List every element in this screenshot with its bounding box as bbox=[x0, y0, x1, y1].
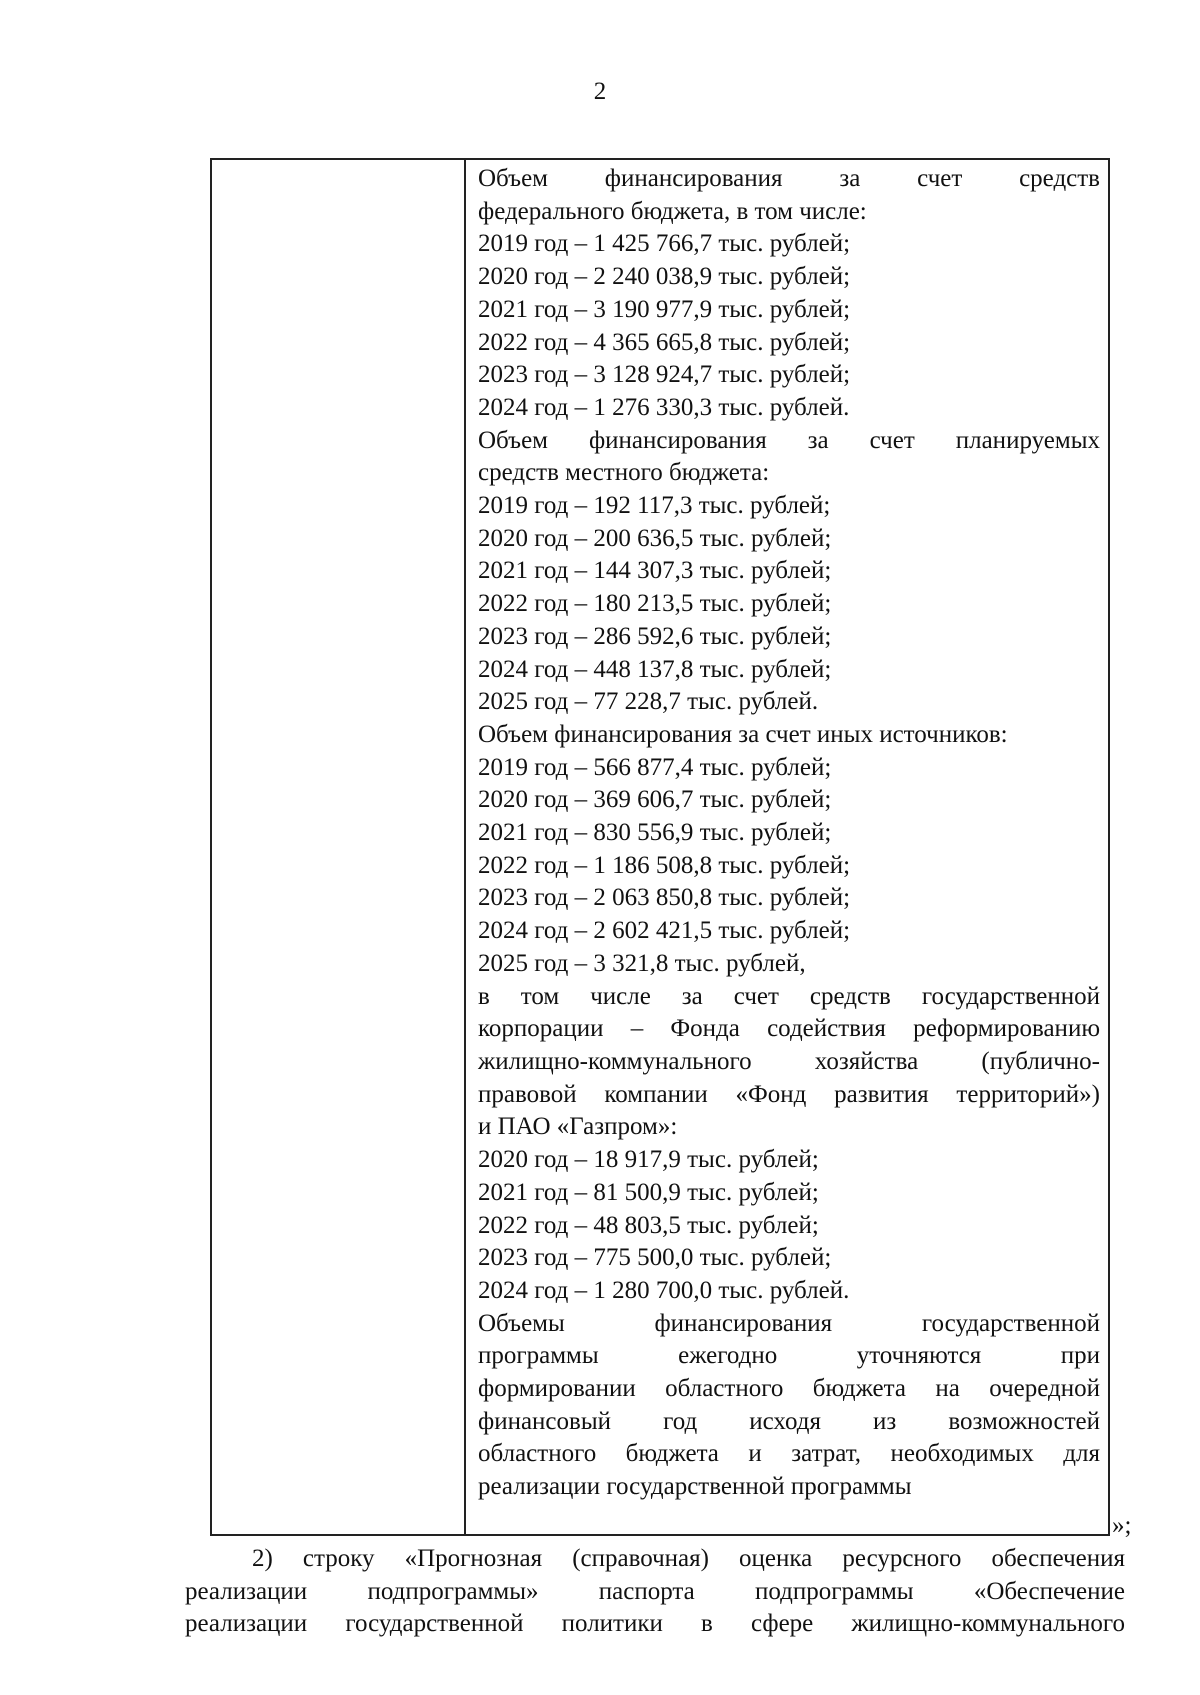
corporation-line: правовой компании «Фонд развития территорий») bbox=[478, 1080, 1100, 1108]
corporation-line: корпорации – Фонда содействия реформированию bbox=[478, 1015, 1100, 1043]
note-line: формировании областного бюджета на очередной bbox=[478, 1375, 1100, 1403]
corporation-year-line: 2024 год – 1 280 700,0 тыс. рублей. bbox=[478, 1276, 850, 1304]
federal-year-line: 2020 год – 2 240 038,9 тыс. рублей; bbox=[478, 263, 851, 291]
note-last-line: реализации государственной программы bbox=[478, 1473, 912, 1501]
corporation-year-line: 2023 год – 775 500,0 тыс. рублей; bbox=[478, 1244, 832, 1272]
local-year-line: 2024 год – 448 137,8 тыс. рублей; bbox=[478, 655, 832, 683]
local-heading-line1: Объем финансирования за счет планируемых bbox=[478, 426, 1100, 454]
page-number: 2 bbox=[593, 78, 607, 105]
federal-year-line: 2021 год – 3 190 977,9 тыс. рублей; bbox=[478, 295, 851, 323]
local-year-line: 2020 год – 200 636,5 тыс. рублей; bbox=[478, 524, 832, 552]
note-line: программы ежегодно уточняются при bbox=[478, 1342, 1100, 1370]
federal-year-line: 2023 год – 3 128 924,7 тыс. рублей; bbox=[478, 361, 851, 389]
other-year-line: 2021 год – 830 556,9 тыс. рублей; bbox=[478, 819, 832, 847]
paragraph-line: реализации государственной политики в сфере жилищно-коммунального bbox=[185, 1610, 1125, 1638]
paragraph-line: реализации подпрограммы» паспорта подпрограммы «Обеспечение bbox=[185, 1577, 1125, 1605]
corporation-year-line: 2021 год – 81 500,9 тыс. рублей; bbox=[478, 1178, 819, 1206]
paragraph-line: 2) строку «Прогнозная (справочная) оценка ресурсного обеспечения bbox=[252, 1545, 1125, 1572]
note-line: финансовый год исходя из возможностей bbox=[478, 1407, 1100, 1435]
federal-heading-line2: федерального бюджета, в том числе: bbox=[478, 197, 867, 225]
local-year-line: 2022 год – 180 213,5 тыс. рублей; bbox=[478, 590, 832, 618]
other-year-line: 2024 год – 2 602 421,5 тыс. рублей; bbox=[478, 917, 851, 945]
financing-table bbox=[210, 158, 1110, 1536]
local-heading-line2: средств местного бюджета: bbox=[478, 459, 770, 487]
corporation-year-line: 2020 год – 18 917,9 тыс. рублей; bbox=[478, 1146, 819, 1174]
federal-year-line: 2024 год – 1 276 330,3 тыс. рублей. bbox=[478, 393, 850, 421]
corporation-line: жилищно-коммунального хозяйства (публично- bbox=[478, 1047, 1100, 1075]
corporation-year-line: 2022 год – 48 803,5 тыс. рублей; bbox=[478, 1211, 819, 1239]
corporation-last-line: и ПАО «Газпром»: bbox=[478, 1113, 678, 1141]
local-year-line: 2019 год – 192 117,3 тыс. рублей; bbox=[478, 492, 831, 520]
note-line: Объемы финансирования государственной bbox=[478, 1309, 1100, 1337]
other-heading: Объем финансирования за счет иных источников: bbox=[478, 720, 1008, 748]
other-year-line: 2022 год – 1 186 508,8 тыс. рублей; bbox=[478, 851, 851, 879]
other-year-line: 2019 год – 566 877,4 тыс. рублей; bbox=[478, 753, 832, 781]
local-year-line: 2025 год – 77 228,7 тыс. рублей. bbox=[478, 688, 819, 716]
financing-cell bbox=[478, 163, 1100, 1504]
closing-quote: »; bbox=[1112, 1512, 1132, 1539]
column-divider bbox=[464, 160, 466, 1534]
note-line: областного бюджета и затрат, необходимых для bbox=[478, 1440, 1100, 1468]
local-year-line: 2023 год – 286 592,6 тыс. рублей; bbox=[478, 622, 832, 650]
other-year-line: 2023 год – 2 063 850,8 тыс. рублей; bbox=[478, 884, 851, 912]
federal-heading-line1: Объем финансирования за счет средств bbox=[478, 165, 1100, 192]
local-year-line: 2021 год – 144 307,3 тыс. рублей; bbox=[478, 557, 832, 585]
other-year-line: 2025 год – 3 321,8 тыс. рублей, bbox=[478, 949, 806, 977]
corporation-line: в том числе за счет средств государственной bbox=[478, 982, 1100, 1010]
federal-year-line: 2019 год – 1 425 766,7 тыс. рублей; bbox=[478, 230, 851, 258]
federal-year-line: 2022 год – 4 365 665,8 тыс. рублей; bbox=[478, 328, 851, 356]
amendment-paragraph bbox=[185, 1543, 1125, 1641]
other-year-line: 2020 год – 369 606,7 тыс. рублей; bbox=[478, 786, 832, 814]
